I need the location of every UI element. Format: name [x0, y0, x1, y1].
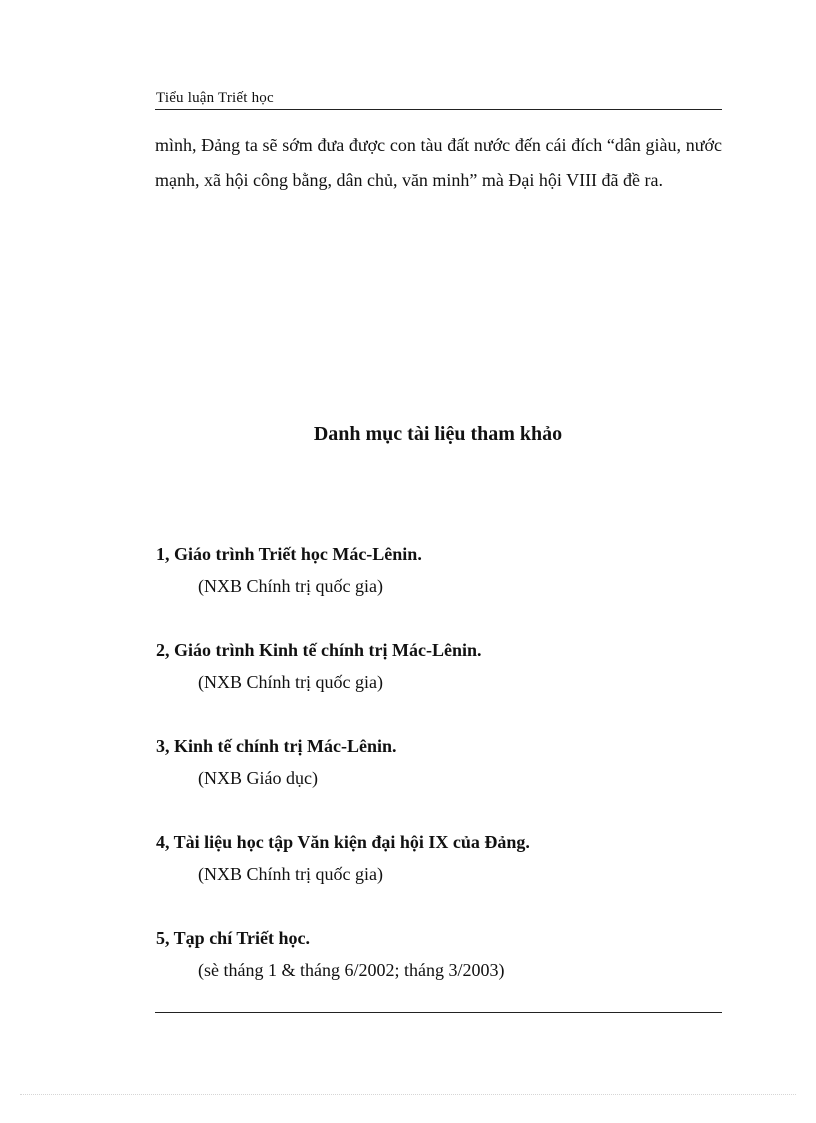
reference-item — [156, 924, 722, 1020]
reference-name: 5, Tạp chí Triết học. — [156, 928, 311, 948]
body-paragraph: mình, Đảng ta sẽ sớm đưa được con tàu đất nước đến cái đích “dân giàu, nước mạnh, xã hội công bằng, dân chủ, văn minh” mà Đại hội VIII đã đề ra. — [155, 135, 722, 190]
reference-item — [156, 636, 722, 732]
footer-divider — [155, 1012, 722, 1013]
reference-publisher: (NXB Chính trị quốc gia) — [198, 672, 383, 692]
reference-item — [156, 828, 722, 924]
reference-publisher: (NXB Chính trị quốc gia) — [198, 576, 383, 596]
reference-item — [156, 540, 722, 636]
reference-item — [156, 732, 722, 828]
reference-name: 2, Giáo trình Kinh tế chính trị Mác-Lênin. — [156, 640, 482, 660]
reference-publisher: (sè tháng 1 & tháng 6/2002; tháng 3/2003) — [198, 960, 505, 980]
reference-name: 4, Tài liệu học tập Văn kiện đại hội IX của Đảng. — [156, 832, 530, 852]
reference-name: 3, Kinh tế chính trị Mác-Lênin. — [156, 736, 397, 756]
page-header-title: Tiểu luận Triết học — [156, 90, 274, 106]
references-title: Danh mục tài liệu tham khảo — [313, 423, 563, 445]
reference-name: 1, Giáo trình Triết học Mác-Lênin. — [156, 544, 422, 564]
header-divider — [155, 109, 722, 110]
reference-publisher: (NXB Chính trị quốc gia) — [198, 864, 383, 884]
reference-publisher: (NXB Giáo dục) — [198, 768, 318, 788]
page-bottom-border — [20, 1094, 796, 1095]
references-list — [156, 540, 722, 1020]
